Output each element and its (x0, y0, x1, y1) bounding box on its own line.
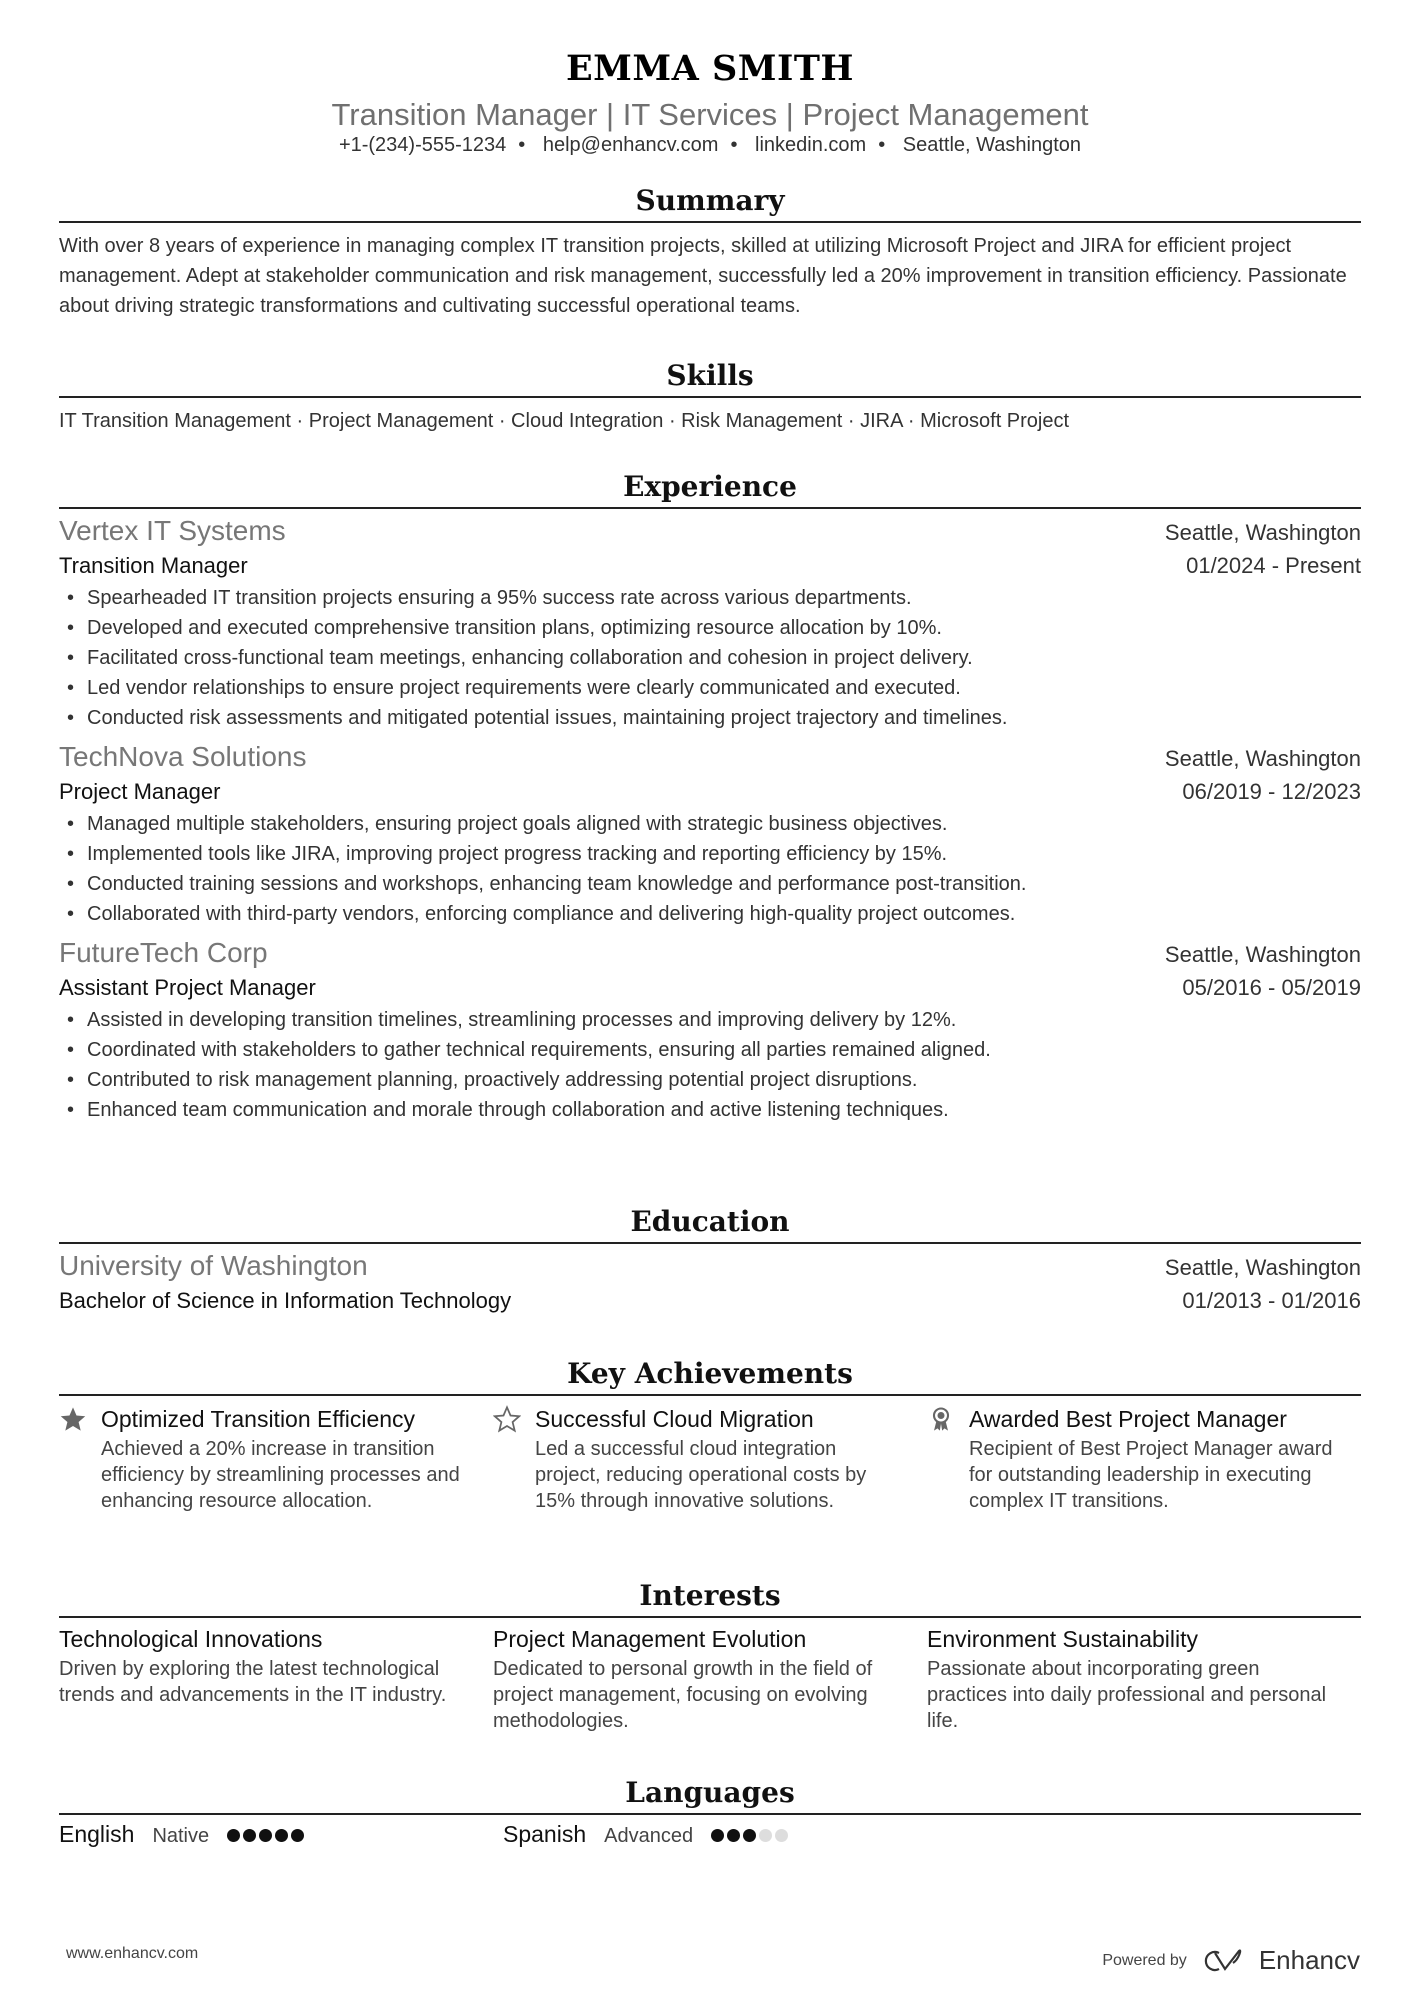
achievement-item (493, 1402, 927, 1514)
language-name: English (59, 1821, 135, 1847)
job-entry (59, 935, 1361, 1125)
interest-text: Driven by exploring the latest technological trends and advancements in the IT industry. (59, 1658, 447, 1706)
bullet-item: • Facilitated cross-functional team meetings, enhancing collaboration and cohesion in project delivery. (59, 643, 1361, 673)
company-name: FutureTech Corp (59, 937, 268, 968)
achievement-title: Awarded Best Project Manager (969, 1406, 1287, 1432)
rating-dot (275, 1829, 288, 1842)
rating-dot (727, 1829, 740, 1842)
job-dates: 05/2016 - 05/2019 (1182, 975, 1361, 1000)
job-dates: 01/2024 - Present (1186, 553, 1361, 578)
job-entry (59, 739, 1361, 929)
bullet-item: • Collaborated with third-party vendors, enforcing compliance and delivering high-quality project outcomes. (59, 899, 1361, 929)
language-rating (711, 1829, 791, 1847)
divider (59, 396, 1361, 398)
website-link[interactable]: www.enhancv.com (66, 1945, 199, 1962)
bullet-item: • Assisted in developing transition timelines, streamlining processes and improving delivery by 12%. (59, 1005, 1361, 1035)
divider (59, 221, 1361, 223)
job-bullets (59, 809, 1361, 929)
bullet-item: • Enhanced team communication and morale through collaboration and active listening techniques. (59, 1095, 1361, 1125)
skills-text: IT Transition Management · Project Management · Cloud Integration · Risk Management · JIRA · Microsoft Project (59, 410, 1070, 432)
enhancv-brand: Enhancv (1258, 1945, 1360, 1975)
star-filled-icon (59, 1405, 87, 1433)
candidate-title: Transition Manager | IT Services | Project Management (331, 97, 1089, 132)
rating-dot (259, 1829, 272, 1842)
interest-item (59, 1622, 493, 1734)
job-location: Seattle, Washington (1164, 520, 1361, 545)
job-role: Transition Manager (59, 553, 248, 578)
company-name: Vertex IT Systems (59, 515, 286, 546)
company-name: TechNova Solutions (59, 741, 307, 772)
interests-section (59, 1576, 1361, 1734)
phone: +1-(234)-555-1234 (338, 134, 507, 156)
section-heading: Experience (623, 470, 797, 503)
achievement-text: Recipient of Best Project Manager award for outstanding leadership in executing complex IT transitions. (969, 1438, 1333, 1512)
job-bullets (59, 583, 1361, 733)
linkedin-link[interactable]: linkedin.com (755, 134, 867, 156)
divider (59, 1813, 1361, 1815)
language-name: Spanish (503, 1821, 587, 1847)
section-heading: Education (630, 1205, 790, 1238)
divider (59, 1616, 1361, 1618)
education-section (59, 1202, 1361, 1318)
job-role: Project Manager (59, 779, 221, 804)
footer (66, 1945, 1360, 1976)
rating-dot (291, 1829, 304, 1842)
interest-item (493, 1622, 927, 1734)
section-heading: Interests (639, 1579, 781, 1612)
achievement-item (59, 1402, 493, 1514)
bullet-item: • Coordinated with stakeholders to gather technical requirements, ensuring all parties remained aligned. (59, 1035, 1361, 1065)
interest-text: Dedicated to personal growth in the field of project management, focusing on evolving methodologies. (493, 1658, 873, 1732)
skills-section (59, 356, 1361, 436)
section-heading: Summary (635, 184, 785, 217)
achievement-text: Achieved a 20% increase in transition efficiency by streamlining processes and enhancing resource allocation. (101, 1438, 460, 1512)
star-outline-icon (493, 1405, 521, 1433)
location: Seattle, Washington (902, 134, 1082, 156)
achievements-section (59, 1354, 1361, 1514)
school-location: Seattle, Washington (1164, 1255, 1361, 1280)
achievement-text: Led a successful cloud integration project, reducing operational costs by 15% through innovative solutions. (535, 1438, 867, 1512)
interest-title: Environment Sustainability (927, 1626, 1199, 1652)
job-location: Seattle, Washington (1164, 746, 1361, 771)
job-dates: 06/2019 - 12/2023 (1182, 779, 1361, 804)
education-dates: 01/2013 - 01/2016 (1182, 1288, 1361, 1313)
rating-dot (227, 1829, 240, 1842)
degree: Bachelor of Science in Information Technology (59, 1288, 512, 1313)
interest-title: Project Management Evolution (493, 1626, 807, 1652)
bullet-item: • Led vendor relationships to ensure project requirements were clearly communicated and executed. (59, 673, 1361, 703)
section-heading: Key Achievements (567, 1357, 853, 1390)
job-entry (59, 513, 1361, 733)
bullet-item: • Managed multiple stakeholders, ensuring project goals aligned with strategic business objectives. (59, 809, 1361, 839)
interest-title: Technological Innovations (59, 1626, 323, 1652)
language-item (503, 1821, 947, 1848)
language-level: Advanced (604, 1825, 694, 1847)
award-medal-icon (927, 1405, 955, 1433)
bullet-item: • Conducted risk assessments and mitigated potential issues, maintaining project trajectory and timelines. (59, 703, 1361, 733)
bullet-item: • Contributed to risk management planning, proactively addressing potential project disruptions. (59, 1065, 1361, 1095)
job-bullets (59, 1005, 1361, 1125)
divider (59, 1394, 1361, 1396)
candidate-name: EMMA SMITH (565, 48, 854, 89)
language-level: Native (152, 1825, 210, 1847)
powered-by-label: Powered by (1102, 1951, 1187, 1969)
bullet-item: • Implemented tools like JIRA, improving project progress tracking and reporting efficiency by 15%. (59, 839, 1361, 869)
rating-dot (759, 1829, 772, 1842)
section-heading: Skills (666, 359, 754, 392)
divider (59, 507, 1361, 509)
rating-dot (775, 1829, 788, 1842)
achievement-item (927, 1402, 1361, 1514)
languages-section (59, 1773, 1361, 1848)
achievement-title: Successful Cloud Migration (535, 1406, 814, 1432)
bullet-item: • Developed and executed comprehensive transition plans, optimizing resource allocation by 10%. (59, 613, 1361, 643)
interest-item (927, 1622, 1361, 1734)
language-rating (227, 1829, 307, 1847)
summary-text: With over 8 years of experience in managing complex IT transition projects, skilled at utilizing Microsoft Project and JIRA for efficient project management. Adept at stakeholder communication and risk management, successfully led a 20% improvement in transition efficiency. Passionate about driving strategic transformations and cultivating successful operational teams. (59, 235, 1347, 317)
achievement-title: Optimized Transition Efficiency (101, 1406, 416, 1432)
bullet-item: • Conducted training sessions and workshops, enhancing team knowledge and performance post-transition. (59, 869, 1361, 899)
contact-line: +1-(234)-555-1234 • help@enhancv.com • linkedin.com • Seattle, Washington (338, 134, 1082, 156)
rating-dot (243, 1829, 256, 1842)
language-item (59, 1821, 503, 1848)
enhancv-logo-icon (1201, 1948, 1245, 1974)
school-name: University of Washington (59, 1250, 368, 1281)
divider (59, 1242, 1361, 1244)
experience-section (59, 467, 1361, 1131)
summary-section (59, 181, 1361, 321)
rating-dot (743, 1829, 756, 1842)
interest-text: Passionate about incorporating green practices into daily professional and personal life. (927, 1658, 1327, 1732)
job-location: Seattle, Washington (1164, 942, 1361, 967)
section-heading: Languages (625, 1776, 795, 1809)
email-link[interactable]: help@enhancv.com (542, 134, 719, 156)
bullet-item: • Spearheaded IT transition projects ensuring a 95% success rate across various departments. (59, 583, 1361, 613)
rating-dot (711, 1829, 724, 1842)
job-role: Assistant Project Manager (59, 975, 316, 1000)
